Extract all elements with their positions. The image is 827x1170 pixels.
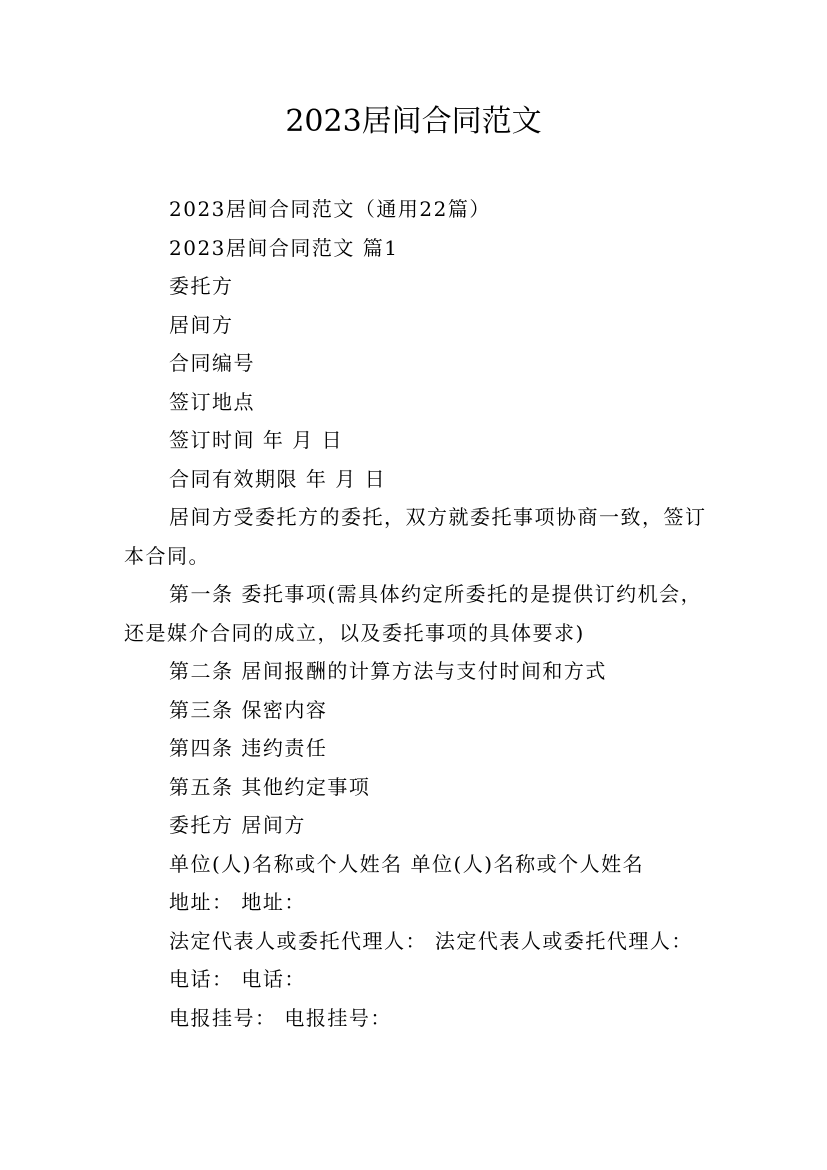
paragraph-address: 地址： 地址：	[169, 890, 306, 914]
paragraph-subtitle: 2023居间合同范文（通用22篇）	[169, 197, 491, 221]
paragraph-phone: 电话： 电话：	[169, 967, 306, 991]
paragraph-clause-3: 第三条 保密内容	[169, 697, 328, 722]
paragraph-client: 委托方	[169, 274, 234, 298]
paragraph-signing-place: 签订地点	[169, 389, 255, 414]
paragraph-preamble: 居间方受委托方的委托，双方就委托事项协商一致，签订本合同。	[124, 505, 707, 568]
paragraph-representative: 法定代表人或委托代理人： 法定代表人或委托代理人：	[169, 928, 693, 953]
paragraph-contract-number: 合同编号	[169, 351, 255, 375]
paragraph-party-names: 单位(人)名称或个人姓名 单位(人)名称或个人姓名	[169, 851, 645, 876]
paragraph-clause-1: 第一条 委托事项(需具体约定所委托的是提供订约机会，还是媒介合同的成立，以及委托事项的具体要求)	[124, 582, 703, 645]
paragraph-broker: 居间方	[169, 312, 234, 337]
paragraph-telegraph: 电报挂号： 电报挂号：	[169, 1005, 392, 1030]
paragraph-clause-4: 第四条 违约责任	[169, 736, 328, 760]
document-body	[124, 190, 714, 1037]
document-title: 2023居间合同范文	[285, 104, 542, 139]
paragraph-clause-2: 第二条 居间报酬的计算方法与支付时间和方式	[169, 659, 607, 683]
paragraph-article-heading: 2023居间合同范文 篇1	[169, 235, 399, 260]
paragraph-validity-period: 合同有效期限 年 月 日	[169, 466, 387, 491]
paragraph-parties: 委托方 居间方	[169, 813, 306, 837]
paragraph-clause-5: 第五条 其他约定事项	[169, 774, 371, 799]
paragraph-signing-date: 签订时间 年 月 日	[169, 428, 344, 452]
